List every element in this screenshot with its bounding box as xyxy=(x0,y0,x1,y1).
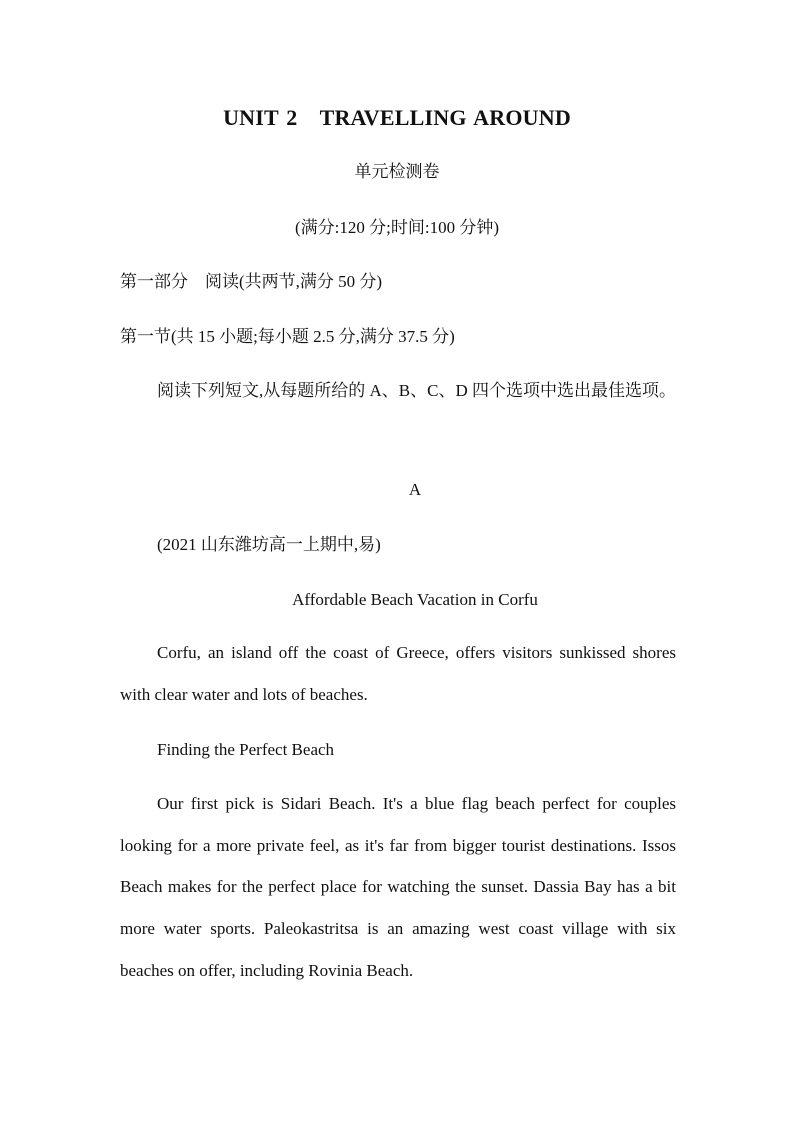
document-title: UNIT 2 TRAVELLING AROUND xyxy=(223,105,571,130)
passage-intro: Corfu, an island off the coast of Greece, offers visitors sunkissed shores with clear water and lots of beaches. xyxy=(120,643,676,704)
passage-label: A xyxy=(408,480,422,499)
part-heading: 第一部分 阅读(共两节,满分 50 分) xyxy=(120,272,383,291)
instruction-text: 阅读下列短文,从每题所给的 A、B、C、D 四个选项中选出最佳选项。 xyxy=(157,381,676,400)
passage-heading: Finding the Perfect Beach xyxy=(157,740,335,759)
document-subtitle: 单元检测卷 xyxy=(354,162,440,181)
passage-title: Affordable Beach Vacation in Corfu xyxy=(292,590,538,609)
passage-paragraph: Our first pick is Sidari Beach. It's a blue flag beach perfect for couples looking for a more private feel, as it's far from bigger tourist destinations. Issos Beach makes for the perfect place for watching the sunset. Dassia Bay has a bit more water sports. Paleokastritsa is an amazing west coast village with six beaches on offer, including Rovinia Beach. xyxy=(120,794,676,980)
score-time-note: (满分:120 分;时间:100 分钟) xyxy=(295,218,499,237)
passage-source: (2021 山东潍坊高一上期中,易) xyxy=(157,535,381,554)
subsection-heading: 第一节(共 15 小题;每小题 2.5 分,满分 37.5 分) xyxy=(120,327,455,346)
